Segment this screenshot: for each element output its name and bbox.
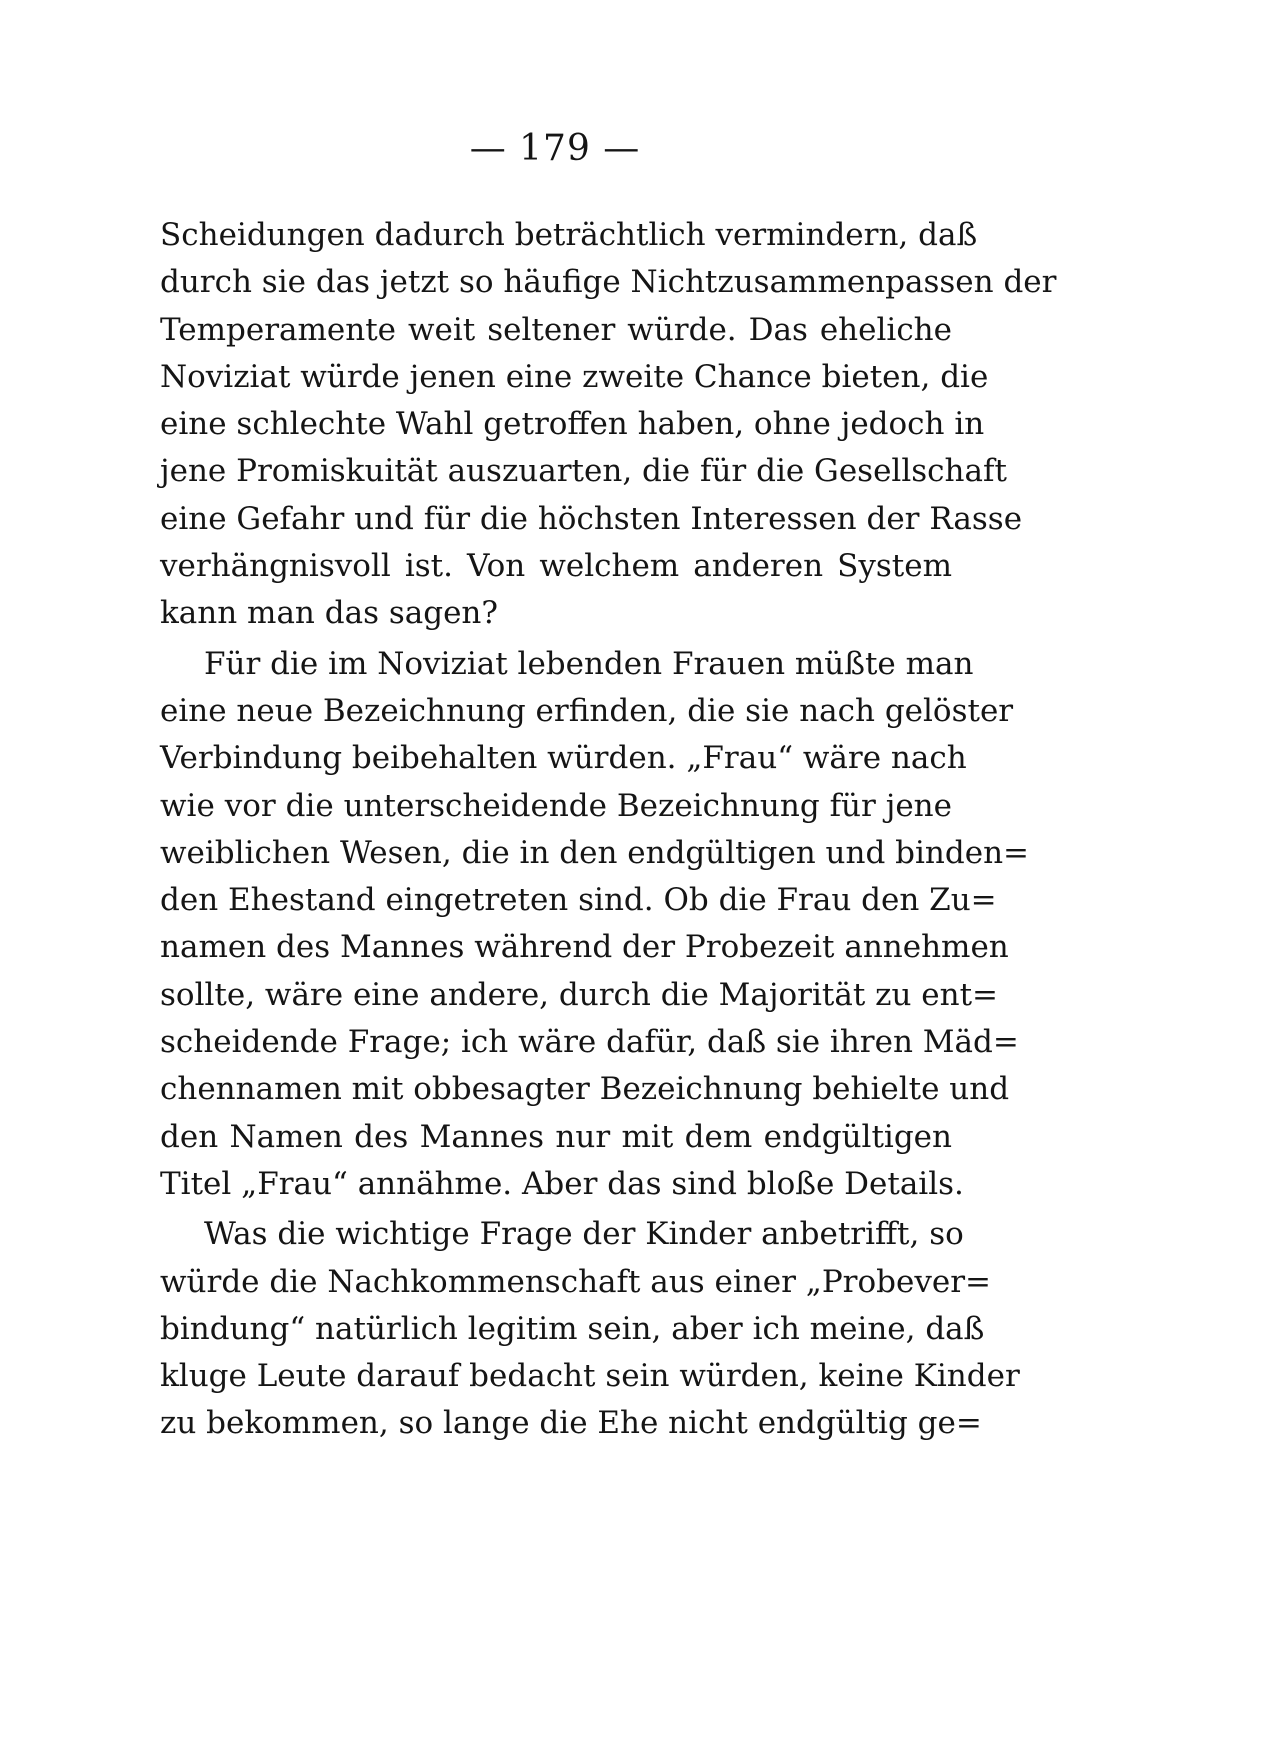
text-line: den Namen des Mannes nur mit dem endgültigen	[160, 1118, 952, 1155]
text-line: Titel „Frau“ annähme. Aber das sind bloße Details.	[160, 1165, 964, 1202]
text-line: Verbindung beibehalten würden. „Frau“ wäre nach	[160, 740, 967, 777]
text-line: Temperamente weit seltener würde. Das eheliche	[160, 311, 952, 348]
text-line: verhängnisvoll ist. Von welchem anderen System	[160, 548, 952, 585]
text-line: weiblichen Wesen, die in den endgültigen und binden=	[160, 834, 1030, 871]
text-line: namen des Mannes während der Probezeit annehmen	[160, 929, 1009, 966]
text-line: wie vor die unterscheidende Bezeichnung für jene	[160, 787, 952, 824]
page-number: — 179 —	[469, 128, 641, 169]
body-text	[160, 212, 1057, 1451]
text-line: Für die im Noviziat lebenden Frauen müßte man	[204, 645, 974, 682]
text-line: chennamen mit obbesagter Bezeichnung behielte und	[160, 1071, 1010, 1108]
text-line: jene Promiskuität auszuarten, die für die Gesellschaft	[160, 453, 1007, 490]
paragraph	[160, 641, 1030, 1209]
text-line: scheidende Frage; ich wäre dafür, daß sie ihren Mäd=	[160, 1024, 1019, 1061]
paragraph	[160, 212, 1057, 638]
text-line: kluge Leute darauf bedacht sein würden, keine Kinder	[160, 1358, 1020, 1395]
text-line: Scheidungen dadurch beträchtlich vermindern, daß	[160, 217, 978, 253]
text-line: eine schlechte Wahl getroffen haben, ohne jedoch in	[160, 406, 985, 443]
text-line: bindung“ natürlich legitim sein, aber ich meine, daß	[160, 1310, 985, 1347]
text-line: durch sie das jetzt so häufige Nichtzusammenpassen der	[160, 264, 1057, 301]
text-line: den Ehestand eingetreten sind. Ob die Frau den Zu=	[160, 882, 997, 919]
text-line: würde die Nachkommenschaft aus einer „Probever=	[160, 1263, 992, 1300]
text-line: zu bekommen, so lange die Ehe nicht endgültig ge=	[160, 1405, 982, 1442]
text-line: Noviziat würde jenen eine zweite Chance bieten, die	[160, 358, 989, 395]
text-line: kann man das sagen?	[160, 595, 499, 632]
text-line: sollte, wäre eine andere, durch die Majorität zu ent=	[160, 976, 999, 1013]
paragraph	[160, 1211, 1020, 1447]
text-line: eine Gefahr und für die höchsten Interessen der Rasse	[160, 500, 1023, 537]
text-line: eine neue Bezeichnung erfinden, die sie nach gelöster	[160, 692, 1014, 729]
text-line: Was die wichtige Frage der Kinder anbetrifft, so	[204, 1216, 964, 1253]
